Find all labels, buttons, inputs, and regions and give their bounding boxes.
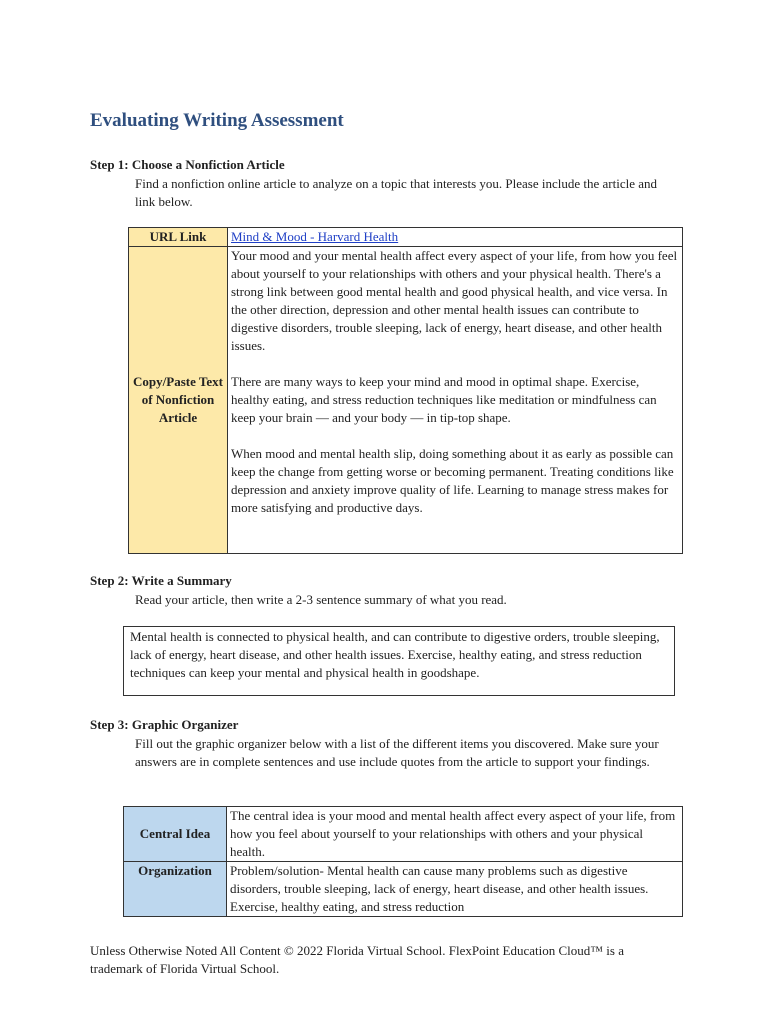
step2-heading: Step 2: Write a Summary	[90, 573, 232, 588]
summary-box[interactable]: Mental health is connected to physical health, and can contribute to digestive orders, trouble sleeping, lack of energy, heart disease, and other health issues. Exercise, healthy eating, and stress reduction techniques can keep your mental and physical health in goodshape.	[123, 626, 675, 696]
step3-heading: Step 3: Graphic Organizer	[90, 717, 239, 732]
text-label: Copy/Paste Text of Nonfiction Article	[129, 247, 228, 554]
url-cell	[228, 228, 683, 247]
organization-value[interactable]: Problem/solution- Mental health can cause many problems such as digestive disorders, trouble sleeping, lack of energy, heart disease, and other health issues. Exercise, healthy eating, and stress reduction	[227, 862, 683, 917]
step3-instructions: Fill out the graphic organizer below with a list of the different items you discovered. Make sure your answers are in complete sentences and use include quotes from the article to support your findings.	[135, 736, 659, 769]
article-paragraph-3: When mood and mental health slip, doing something about it as early as possible can keep the change from getting worse or becoming permanent. Treating conditions like depression and anxiety improve quality of life. Learning to manage stress makes for more satisfying and productive days.	[231, 446, 674, 515]
article-table	[128, 227, 683, 554]
central-idea-value[interactable]: The central idea is your mood and mental health affect every aspect of your life, from how you feel about yourself to your relationships with others and your physical health.	[227, 807, 683, 862]
step2-instructions: Read your article, then write a 2-3 sentence summary of what you read.	[135, 592, 507, 607]
url-label: URL Link	[129, 228, 228, 247]
step1-heading: Step 1: Choose a Nonfiction Article	[90, 157, 285, 172]
footer-copyright: Unless Otherwise Noted All Content © 2022 Florida Virtual School. FlexPoint Education Cloud™ is a trademark of Florida Virtual School.	[90, 943, 624, 976]
step1-instructions: Find a nonfiction online article to analyze on a topic that interests you. Please include the article and link below.	[135, 176, 657, 209]
organization-label: Organization	[124, 862, 227, 917]
page-title: Evaluating Writing Assessment	[90, 110, 344, 131]
graphic-organizer-table	[123, 806, 683, 917]
central-idea-label: Central Idea	[124, 807, 227, 862]
article-paragraph-2: There are many ways to keep your mind and mood in optimal shape. Exercise, healthy eating, and stress reduction techniques like meditation or mindfulness can keep your brain — and your body — in tip-top shape.	[231, 374, 657, 425]
article-link[interactable]: Mind & Mood - Harvard Health	[231, 229, 399, 244]
article-text-cell[interactable]	[228, 247, 683, 554]
article-paragraph-1: Your mood and your mental health affect every aspect of your life, from how you feel about yourself to your relationships with others and your physical health. There's a strong link between good mental health and good physical health, and vice versa. In the other direction, depression and other mental health issues can contribute to digestive disorders, trouble sleeping, lack of energy, heart disease, and other health issues.	[231, 248, 678, 353]
